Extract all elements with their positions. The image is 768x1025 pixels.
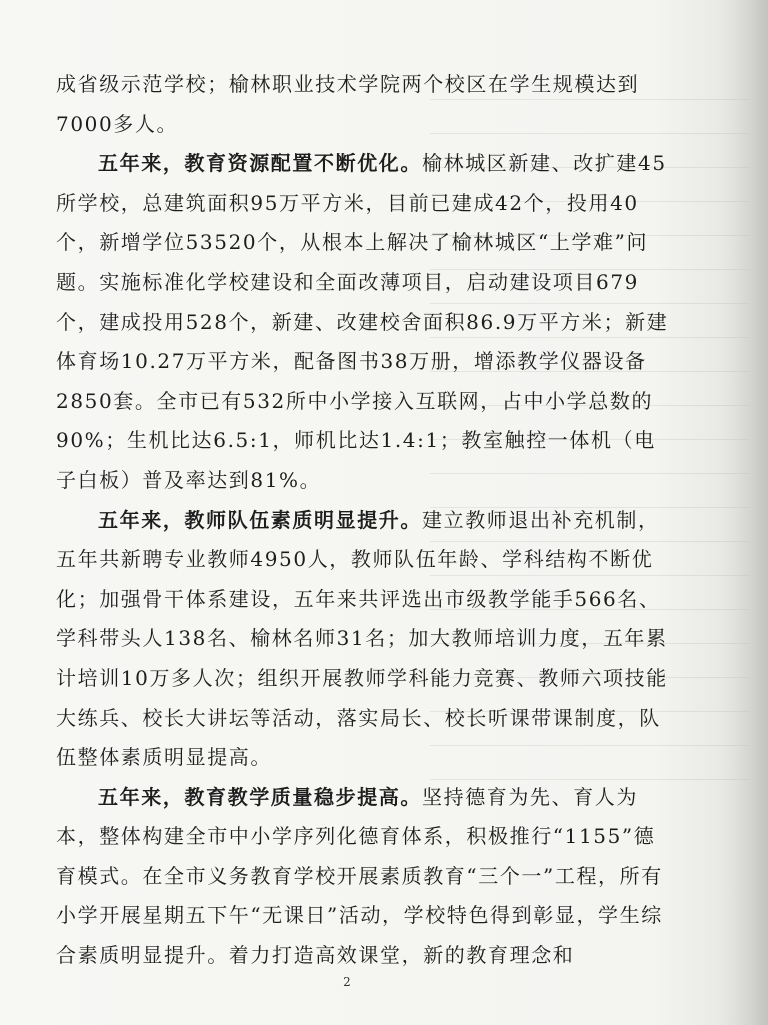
paragraph-lead: 五年来，教育资源配置不断优化。: [98, 151, 422, 176]
paragraph-teachers: [56, 501, 676, 778]
paragraph-quality: [56, 778, 676, 976]
paragraph-text: 坚持德育为先、育人为本，整体构建全市中小学序列化德育体系，积极推行“1155”德育模式。在全市义务教育学校开展素质教育“三个一”工程，所有小学开展星期五下午“无课日”活动，学校特色得到彰显，学生综合素质明显提升。着力打造高效课堂，新的教育理念和: [56, 784, 663, 968]
paragraph-text: 榆林城区新建、改扩建45所学校，总建筑面积95万平方米，目前已建成42个，投用40个，新增学位53520个，从根本上解决了榆林城区“上学难”问题。实施标准化学校建设和全面改薄项目，启动建设项目679个，建成投用528个，新建、改建校舍面积86.9万平方米；新建体育场10.27万平方米，配备图书38万册，增添教学仪器设备2850套。全市已有532所中小学接入互联网，占中小学总数的90%；生机比达6.5:1，师机比达1.4:1；教室触控一体机（电子白板）普及率达到81%。: [56, 151, 669, 492]
page-edge-shadow: [722, 0, 768, 1025]
page-number: 2: [343, 975, 351, 989]
paragraph-lead: 五年来，教师队伍素质明显提升。: [98, 507, 422, 532]
paragraph-continuation: [56, 65, 676, 144]
paragraph-text: 建立教师退出补充机制，五年共新聘专业教师4950人，教师队伍年龄、学科结构不断优化；加强骨干体系建设，五年来共评选出市级教学能手566名、学科带头人138名、榆林名师31名；加大教师培训力度，五年累计培训10万多人次；组织开展教师学科能力竞赛、教师六项技能大练兵、校长大讲坛等活动，落实局长、校长听课带课制度，队伍整体素质明显提高。: [56, 507, 668, 770]
paragraph-text: 成省级示范学校；榆林职业技术学院两个校区在学生规模达到7000多人。: [56, 72, 640, 136]
paragraph-lead: 五年来，教育教学质量稳步提高。: [98, 784, 422, 809]
document-body: [56, 65, 676, 976]
paragraph-resources: [56, 144, 676, 500]
